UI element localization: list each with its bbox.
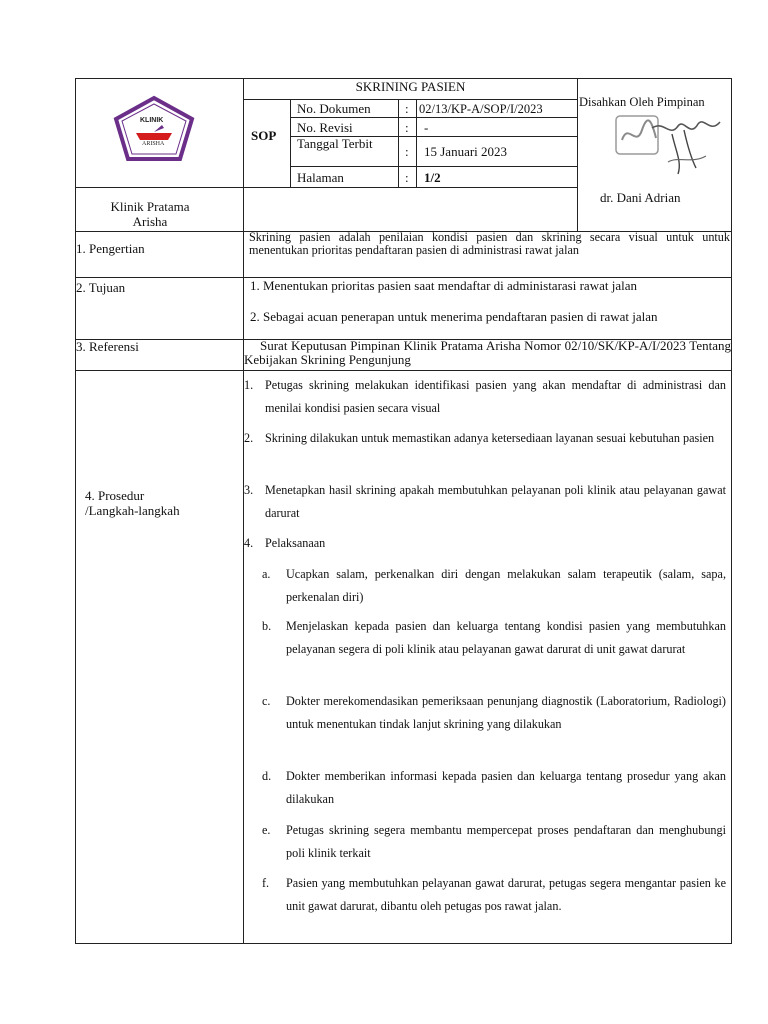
- section-text-referensi: Surat Keputusan Pimpinan Klinik Pratama Arisha Nomor 02/10/SK/KP-A/I/2023 Tentang Kebijakan Skrining Pengunjung: [244, 338, 731, 367]
- procedure-substep-text: Dokter merekomendasikan pemeriksaan penunjang diagnostik (Laboratorium, Radiologi) untuk menentukan tindak lanjut skrining yang dilakukan: [286, 694, 726, 731]
- logo-bottom-text: ARISHA: [142, 141, 165, 147]
- procedure-substep-text: Ucapkan salam, perkenalkan diri dengan melakukan salam terapeutik (salam, sapa, perkenalan diri): [286, 567, 726, 604]
- procedure-substep-letter: a.: [262, 567, 271, 581]
- field-value-tanggal-terbit: 15 Januari 2023: [424, 144, 508, 159]
- field-value-no-revisi: -: [424, 120, 429, 135]
- tujuan-item-2: 2. Sebagai acuan penerapan untuk menerima pendaftaran pasien di rawat jalan: [250, 309, 658, 324]
- field-sep: :: [405, 144, 409, 159]
- procedure-step-text: Petugas skrining melakukan identifikasi pasien yang akan mendaftar di administrasi dan menilai kondisi pasien secara visual: [265, 378, 726, 415]
- field-label-tanggal-terbit: Tanggal Terbit: [297, 136, 373, 151]
- field-sep: :: [405, 120, 409, 135]
- section-label-referensi: 3. Referensi: [76, 339, 139, 354]
- field-sep: :: [405, 101, 409, 116]
- procedure-substep-text: Petugas skrining segera membantu mempercepat proses pendaftaran dan menghubungi poli klinik terkait: [286, 823, 726, 860]
- clinic-name: Klinik Pratama Arisha: [110, 199, 190, 229]
- signature: [612, 112, 730, 182]
- section-label-tujuan: 2. Tujuan: [76, 280, 126, 295]
- field-value-no-dokumen: 02/13/KP-A/SOP/I/2023: [419, 102, 543, 116]
- logo-top-text: KLINIK: [140, 117, 164, 124]
- procedure-step-number: 3.: [244, 483, 254, 497]
- clinic-logo: [112, 95, 196, 163]
- field-label-halaman: Halaman: [297, 170, 344, 185]
- procedure-substep-text: Menjelaskan kepada pasien dan keluarga tentang kondisi pasien yang membutuhkan pelayanan segera di poli klinik atau pelayanan gawat darurat di unit gawat darurat: [286, 619, 726, 656]
- sop-label: SOP: [251, 128, 277, 143]
- procedure-step-number: 2.: [244, 431, 254, 445]
- field-sep: :: [405, 170, 409, 185]
- field-value-halaman: 1/2: [424, 170, 441, 185]
- approver-name: dr. Dani Adrian: [600, 190, 681, 205]
- logo-pentagon-icon: [112, 95, 196, 163]
- signature-icon: [612, 112, 730, 182]
- field-label-no-dokumen: No. Dokumen: [297, 101, 371, 116]
- procedure-step-number: 4.: [244, 536, 254, 550]
- document-title: SKRINING PASIEN: [355, 79, 466, 94]
- approval-label: Disahkan Oleh Pimpinan: [579, 95, 705, 109]
- field-label-no-revisi: No. Revisi: [297, 120, 353, 135]
- procedure-step-text: Menetapkan hasil skrining apakah membutuhkan pelayanan poli klinik atau pelayanan gawat darurat: [265, 483, 726, 520]
- procedure-substep-letter: e.: [262, 823, 271, 837]
- procedure-step-text: Pelaksanaan: [265, 536, 326, 550]
- procedure-substep-letter: c.: [262, 694, 271, 708]
- procedure-substep-letter: f.: [262, 876, 270, 890]
- procedure-substep-text: Dokter memberikan informasi kepada pasien dan keluarga tentang prosedur yang akan dilakukan: [286, 769, 726, 806]
- procedure-step-text: Skrining dilakukan untuk memastikan adanya ketersediaan layanan sesuai kebutuhan pasien: [265, 431, 715, 445]
- procedure-substep-letter: d.: [262, 769, 272, 783]
- section-text-pengertian: Skrining pasien adalah penilaian kondisi pasien dan skrining secara visual untuk untuk menentukan prioritas pendaftaran pasien di administrasi rawat jalan: [249, 230, 730, 257]
- section-label-pengertian: 1. Pengertian: [76, 241, 145, 256]
- section-label-prosedur: 4. Prosedur /Langkah-langkah: [85, 488, 180, 518]
- tujuan-item-1: 1. Menentukan prioritas pasien saat mendaftar di administarasi rawat jalan: [250, 278, 637, 293]
- procedure-substep-text: Pasien yang membutuhkan pelayanan gawat darurat, petugas segera mengantar pasien ke unit gawat darurat, dibantu oleh petugas pos rawat jalan.: [286, 876, 726, 913]
- procedure-step-number: 1.: [244, 378, 254, 392]
- procedure-substep-letter: b.: [262, 619, 272, 633]
